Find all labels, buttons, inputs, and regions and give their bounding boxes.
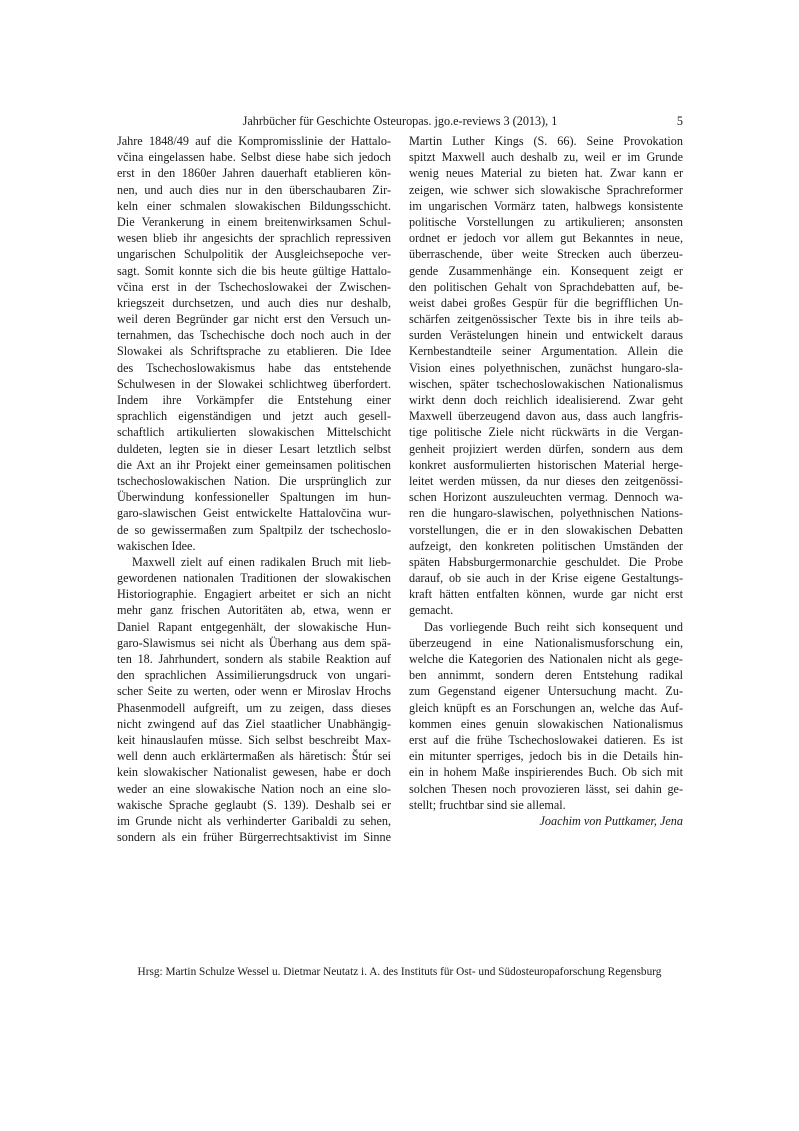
text-line: genheit projiziert werden dürfen, sondern aus dem xyxy=(409,441,683,456)
text-line: im ungarischen Vormärz taten, halbwegs konsistente xyxy=(409,198,683,213)
text-line: garo-Slawismus sei nicht als Überhang aus dem spä- xyxy=(117,635,391,650)
text-line: schaftlich artikulierten slowakischen Mittelschicht xyxy=(117,425,391,440)
text-line: mehr ganz frischen Autoritäten ab, etwa, wenn er xyxy=(117,603,391,618)
text-line: nicht zwingend auf das Ziel staatlicher Unabhängig- xyxy=(117,716,391,731)
text-line: well denn auch erklärtermaßen als häretisch: Štúr sei xyxy=(117,749,391,764)
text-line: erst in den 1860er Jahren dauerhaft etablieren kön- xyxy=(117,166,391,181)
text-line: des Tschechoslowakismus habe das entstehende xyxy=(117,360,391,375)
text-line: wenig neues Material zu bieten hat. Zwar kann er xyxy=(409,166,683,181)
text-line: wakischen Idee. xyxy=(117,538,196,553)
text-line: gewordenen nationalen Traditionen der slowakischen xyxy=(117,571,391,586)
text-line: im Grunde nicht als verhinderter Garibaldi zu sehen, xyxy=(117,813,391,828)
text-line: weil deren Begründer gar nicht erst den Versuch un- xyxy=(117,312,391,327)
text-line: wakische Sprache geglaubt (S. 139). Deshalb sei er xyxy=(117,797,391,812)
text-line: Überwindung konfessioneller Spaltungen im hun- xyxy=(117,490,391,505)
text-line: kommen eines genuin slowakischen Nationalismus xyxy=(409,716,683,731)
text-line: kraft hätten entfalten können, wurde gar nicht erst xyxy=(409,587,683,602)
text-line: keln einer schmalen slowakischen Bildungsschicht. xyxy=(117,198,391,213)
text-line: erst auf die frühe Tschechoslowakei datieren. Es ist xyxy=(409,732,683,747)
text-line: Slowakei als Schriftsprache zu etablieren. Die Idee xyxy=(117,344,391,359)
text-line: Vision eines polyethnischen, zunächst hungaro-sla- xyxy=(409,360,683,375)
text-line: ungarischen Schulpolitik der Ausgleichsepoche ver- xyxy=(117,247,391,262)
text-line: aufzeigt, den konkreten politischen Umständen der xyxy=(409,538,683,553)
text-line: Martin Luther Kings (S. 66). Seine Provokation xyxy=(409,134,683,148)
text-line: welche die Kategorien des Nationalen nicht als gege- xyxy=(409,652,683,666)
text-line: tschechoslowakischen Nation. Die ursprünglich zur xyxy=(117,473,391,488)
text-line: Jahre 1848/49 auf die Kompromisslinie der Hattalo- xyxy=(117,134,391,148)
text-line: weder an eine slowakische Nation noch an eine slo- xyxy=(117,781,391,796)
text-line: ein in hohem Maße inspirierendes Buch. Ob sich mit xyxy=(409,765,683,780)
text-line: ordnet er jedoch vor allem gut Bekanntes in neue, xyxy=(409,231,683,246)
journal-title: Jahrbücher für Geschichte Osteuropas. jgo.e-reviews 3 (2013), 1 xyxy=(242,114,558,128)
text-line: ten 18. Jahrhundert, sondern als stabile Reaktion auf xyxy=(117,652,391,666)
text-line: wesen blieb ihr angesichts der sprachlich repressiven xyxy=(117,231,391,246)
publisher-footer: Hrsg: Martin Schulze Wessel u. Dietmar Neutatz i. A. des Instituts für Ost- und Südosteuropaforschung Regensburg xyxy=(137,966,662,978)
text-line: vorstellungen, die er in den slowakischen Debatten xyxy=(409,522,683,537)
author-signature: Joachim von Puttkamer, Jena xyxy=(539,813,683,828)
text-line: včina erst in der Tschechoslowakei der Zwischen- xyxy=(117,279,391,294)
text-line: späten Habsburgermonarchie geschuldet. Die Probe xyxy=(409,554,683,569)
text-line: zeigen, wie schwer sich slowakische Sprachreformer xyxy=(409,182,683,197)
text-line: Maxwell zielt auf einen radikalen Bruch mit lieb- xyxy=(132,554,391,569)
text-line: überraschende, über weite Strecken auch überzeu- xyxy=(409,247,683,262)
text-line: ren die hungaro-slawischen, polyethnischen Nations- xyxy=(409,506,683,521)
text-line: Kernbestandteile seiner Argumentation. Allein die xyxy=(409,344,683,359)
text-line: Historiographie. Engagiert arbeitet er sich an nicht xyxy=(117,587,391,602)
text-line: kein slowakischer Nationalist gewesen, habe er doch xyxy=(117,765,391,780)
text-line: die Axt an ihr Projekt einer gemeinsamen politischen xyxy=(117,457,391,472)
text-line: sondern als ein früher Bürgerrechtsaktivist im Sinne xyxy=(117,830,391,845)
right-text-column xyxy=(409,133,683,829)
text-line: gleich knüpft es an Forschungen an, welche das Auf- xyxy=(409,700,683,715)
text-line: schen Horizont auszuleuchten vermag. Dennoch wa- xyxy=(409,490,683,505)
text-line: de so gewissermaßen zum Spaltpilz der tschechoslo- xyxy=(117,522,391,537)
text-line: wischen, später tschechoslowakischen Nationalismus xyxy=(409,376,683,391)
text-line: ternahmen, das Tschechische doch noch auch in der xyxy=(117,328,391,343)
text-line: tige politische Ziele nicht rückwärts in die Vergan- xyxy=(409,425,683,440)
text-line: konkret ausformulierten historischen Material herge- xyxy=(409,457,683,472)
text-line: ein mitunter sperriges, jedoch bis in die Details hin- xyxy=(409,749,683,764)
text-line: wirkt denn doch reichlich idealisierend. Zwar geht xyxy=(409,393,683,407)
text-line: Schulwesen in der Slowakei schlichtweg überfordert. xyxy=(117,376,391,391)
text-line: leitet werden müssen, da nur dieses den zeitgenössi- xyxy=(409,473,683,488)
text-line: Das vorliegende Buch reiht sich konsequent und xyxy=(424,619,683,634)
text-line: kriegszeit durchsetzen, und auch dies nur deshalb, xyxy=(117,295,391,310)
text-line: Indem ihre Vorkämpfer die Entstehung einer xyxy=(117,393,391,407)
text-line: den sprachlichen Assimilierungsdruck von ungari- xyxy=(117,668,391,683)
text-line: Maxwell überzeugend davon aus, dass auch langfris- xyxy=(409,409,683,424)
text-line: nen, und auch dies nur in den überschaubaren Zir- xyxy=(117,182,391,197)
text-line: zum Gegenstand eigener Untersuchung macht. Zu- xyxy=(409,684,683,699)
text-line: solchen Thesen noch provozieren lässt, sei dahin ge- xyxy=(409,781,683,796)
text-line: gende Zusammenhänge ein. Konsequent zeigt er xyxy=(409,263,683,278)
text-line: sprachlich eigenständigen und jetzt auch gesell- xyxy=(117,409,391,424)
text-line: včina eingelassen habe. Selbst diese habe sich jedoch xyxy=(117,150,391,165)
text-line: den politischen Gehalt von Sprachdebatten auf, be- xyxy=(409,279,683,294)
text-line: scher Seite zu werten, oder wenn er Miroslav Hrochs xyxy=(117,684,391,699)
text-line: darauf, ob sie auch in der Krise eigene Gestaltungs- xyxy=(409,571,683,586)
text-line: gemacht. xyxy=(409,603,454,618)
text-line: garo-slawischen Geist entwickelte Hattalovčina wur- xyxy=(117,506,391,521)
text-line: spitzt Maxwell auch deshalb zu, weil er im Grunde xyxy=(409,150,683,165)
text-line: schärfen zeitgenössischer Texte bis in ihre teils ab- xyxy=(409,312,683,327)
text-line: stellt; fruchtbar sind sie allemal. xyxy=(409,797,566,812)
text-line: weist dabei großes Gespür für die begrifflichen Un- xyxy=(409,295,683,310)
text-line: Phasenmodell aufgreift, um zu zeigen, dass dieses xyxy=(117,700,391,715)
text-line: ben annimmt, sondern deren Entstehung radikal xyxy=(409,668,683,683)
text-line: Daniel Rapant entgegenhält, der slowakische Hun- xyxy=(117,619,391,634)
text-line: duldeten, legten sie in dieser Lesart letztlich selbst xyxy=(117,441,391,456)
text-line: keit hinauslaufen müsse. Sich selbst beschreibt Max- xyxy=(117,732,391,747)
text-line: politische Vorstellungen zu artikulieren; ansonsten xyxy=(409,214,683,229)
running-header xyxy=(117,114,683,132)
left-text-column xyxy=(117,133,391,845)
page-number: 5 xyxy=(676,114,683,128)
text-line: überzeugend in eine Nationalismusforschung ein, xyxy=(409,635,683,650)
text-line: sagt. Somit konnte sich die bis heute gültige Hattalo- xyxy=(117,263,391,278)
text-line: surden Verästelungen hinein und entwickelt daraus xyxy=(409,328,683,343)
text-line: Die Verankerung in einem breitenwirksamen Schul- xyxy=(117,214,391,229)
